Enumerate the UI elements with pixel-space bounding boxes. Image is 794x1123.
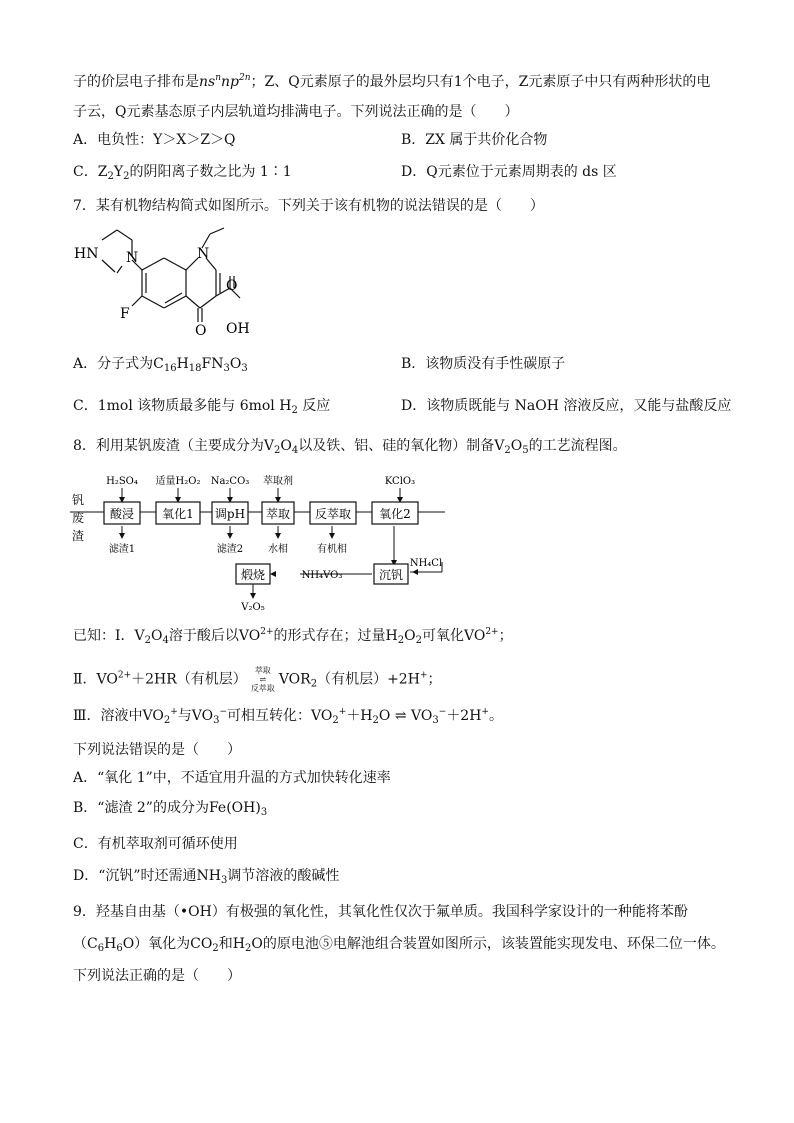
flow-reagent: 适量H₂O₂ xyxy=(155,476,201,487)
svg-text:酸浸: 酸浸 xyxy=(109,507,135,521)
svg-text:氧化1: 氧化1 xyxy=(162,507,194,521)
flow-box-calcination xyxy=(236,564,270,584)
svg-text:沉钒: 沉钒 xyxy=(378,568,404,582)
q6-text: ；Z、Q元素原子的最外层均只有1个电子，Z元素原子中只有两种形状的电 xyxy=(250,74,711,90)
flow-box-acid-leach xyxy=(104,502,140,524)
q8-known-iii: Ⅲ．溶液中$VO_2^+$与$VO_3^-$可相互转化：$VO_2^++H_2O$ ⇌ $VO_3^-+2H^+$。 xyxy=(73,707,503,726)
q9-line1: 9．羟基自由基（•OH）有极强的氧化性，其氧化性仅次于氟单质。我国科学家设计的一种能将苯酚 xyxy=(73,904,688,920)
flow-output: 滤渣2 xyxy=(216,544,244,555)
q8-known-ii: Ⅱ．$VO^{2+}+2HR$（有机层）萃取 ⇌ 反萃取$VOR_2$（有机层）+2H+； xyxy=(73,666,442,693)
q6-option-a: A．电负性：Y＞X＞Z＞Q xyxy=(73,132,236,148)
mol-o-label: O xyxy=(195,323,207,339)
svg-text:调pH: 调pH xyxy=(214,507,246,521)
flow-source-label: 废 xyxy=(71,511,85,525)
q6-line2: 子云，Q元素基态原子内层轨道均排满电子。下列说法正确的是（ ） xyxy=(73,104,519,120)
q9-ask: 下列说法正确的是（ ） xyxy=(73,968,241,984)
flow-output: 有机相 xyxy=(317,544,347,555)
q9-line2: $(C_6H_6O)$氧化为$CO_2$和$H_2O$的原电池⑤电解池组合装置如图所示，该装置能实现发电、环保二位一体。 xyxy=(73,936,725,954)
mol-o-label: O xyxy=(226,278,238,294)
electron-config: $ns^nnp^{2n}$ xyxy=(199,73,251,90)
flow-reagent: KClO₃ xyxy=(384,476,416,487)
flow-reagent: 萃取剂 xyxy=(263,476,293,487)
q6-option-d: D．Q元素位于元素周期表的 ds 区 xyxy=(401,164,617,180)
svg-text:煅烧: 煅烧 xyxy=(240,568,266,582)
q8-known-i: 已知：Ⅰ．$V_2O_4$溶于酸后以$VO^{2+}$的形式存在；过量$H_2O_2$可氧化$VO^{2+}$； xyxy=(73,627,513,646)
q8-option-c: C．有机萃取剂可循环使用 xyxy=(73,836,238,852)
q8-option-b: B．“滤渣 2”的成分为$Fe(OH)_3$ xyxy=(73,800,268,818)
mol-n-label: N xyxy=(126,250,139,266)
q7-stem: 7．某有机物结构简式如图所示。下列关于该有机物的说法错误的是（ ） xyxy=(73,198,544,214)
flow-box-oxidation2 xyxy=(372,502,418,524)
flow-box-extraction xyxy=(262,502,294,524)
svg-text:萃取: 萃取 xyxy=(265,507,291,521)
molecule-structure xyxy=(70,218,260,348)
q7-option-a: A．分子式为$C_{16}H_{18}FN_3O_3$ xyxy=(73,356,248,374)
flow-box-oxidation1 xyxy=(156,502,200,524)
q8-ask: 下列说法错误的是（ ） xyxy=(73,742,241,758)
flow-box-back-extraction xyxy=(310,502,356,524)
flow-output: 滤渣1 xyxy=(108,544,136,555)
q6-option-b: B．ZX 属于共价化合物 xyxy=(401,132,548,148)
flow-source-label: 钒 xyxy=(71,493,85,507)
flow-product: V₂O₅ xyxy=(241,602,265,613)
svg-text:氧化2: 氧化2 xyxy=(379,507,411,521)
flow-reagent: NH₄Cl xyxy=(409,558,443,569)
q8-option-a: A．“氧化 1”中，不适宜用升温的方式加快转化速率 xyxy=(73,770,391,786)
q8-option-d: D．“沉钒”时还需通$NH_3$调节溶液的酸碱性 xyxy=(73,868,340,886)
q7-option-c: C．1mol 该物质最多能与 6mol $H_2$ 反应 xyxy=(73,398,331,416)
equilibrium-arrow: 萃取 ⇌ 反萃取 xyxy=(250,666,275,693)
q6-option-c: C．$Z_2Y_2$的阴阳离子数之比为 1∶1 xyxy=(73,164,292,182)
mol-hn-label: HN xyxy=(74,246,99,262)
q8-stem: 8．利用某钒废渣（主要成分为$V_2O_4$以及铁、铝、硅的氧化物）制备$V_2O_5$的工艺流程图。 xyxy=(73,438,627,456)
mol-oh-label: OH xyxy=(226,321,250,337)
q7-option-d: D．该物质既能与 NaOH 溶液反应，又能与盐酸反应 xyxy=(401,398,732,414)
process-flowchart xyxy=(70,466,450,616)
mol-n-label: N xyxy=(197,246,210,262)
flow-reagent: Na₂CO₃ xyxy=(210,476,250,487)
svg-text:反萃取: 反萃取 xyxy=(314,507,352,521)
mol-f-label: F xyxy=(120,306,130,322)
flow-box-precipitation xyxy=(374,564,408,584)
flow-box-adjust-ph xyxy=(212,502,248,524)
q6-line1 xyxy=(73,72,710,92)
flow-source-label: 渣 xyxy=(71,529,85,543)
flow-output: 水相 xyxy=(268,544,288,555)
flow-reagent: H₂SO₄ xyxy=(106,476,138,487)
q6-text: 子的价层电子排布是 xyxy=(73,74,199,90)
flow-intermediate: NH₄VO₃ xyxy=(301,570,343,581)
q7-option-b: B．该物质没有手性碳原子 xyxy=(401,356,566,372)
